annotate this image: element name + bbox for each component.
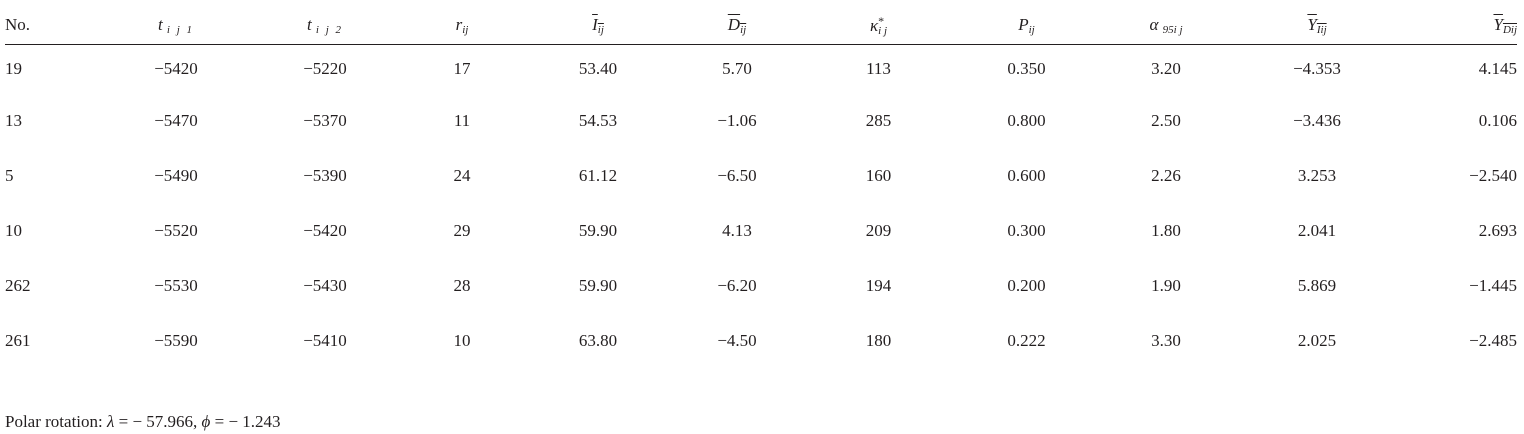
cell-p-ij: 0.350 (1007, 59, 1046, 78)
cell-d-ij-mean: 4.13 (722, 220, 752, 240)
cell-y-iij-mean: 3.253 (1297, 165, 1337, 185)
cell-no: 262 (5, 275, 31, 295)
cell-i-ij-mean: 59.90 (578, 275, 618, 295)
cell-p-ij: 0.222 (1007, 330, 1046, 350)
table-row (5, 258, 1517, 313)
table-row (5, 45, 1517, 94)
cell-r-ij: 24 (453, 165, 471, 185)
cell-y-iij-mean: 2.041 (1297, 220, 1337, 240)
cell-i-ij-mean: 53.40 (578, 59, 618, 78)
cell-kappa-ij: 113 (866, 59, 891, 78)
data-table (5, 6, 1517, 368)
cell-p-ij: 0.200 (1007, 275, 1046, 295)
table-row (5, 93, 1517, 148)
cell-y-iij-mean: 2.025 (1297, 330, 1337, 350)
cell-p-ij: 0.800 (1007, 110, 1046, 130)
table-row (5, 148, 1517, 203)
header-row (5, 6, 1517, 45)
polar-rotation-note: Polar rotation: λ = − 57.966, ϕ = − 1.243 (5, 412, 281, 431)
cell-t-ij2: −5390 (303, 165, 347, 185)
cell-t-ij1: −5420 (154, 59, 198, 78)
cell-y-dij-mean: 0.106 (1478, 110, 1517, 130)
cell-t-ij1: −5470 (154, 110, 198, 130)
cell-p-ij: 0.600 (1007, 165, 1046, 185)
cell-kappa-ij: 160 (865, 165, 892, 185)
cell-d-ij-mean: −6.20 (717, 275, 757, 295)
cell-y-dij-mean: −2.485 (1469, 330, 1517, 350)
header-i-ij-mean: $I_{ij}$ (529, 6, 667, 45)
cell-r-ij: 29 (453, 220, 471, 240)
cell-d-ij-mean: 5.70 (722, 59, 752, 78)
header-r-ij: $r_{ij}$ (395, 6, 529, 45)
cell-no: 10 (5, 220, 22, 240)
cell-y-iij-mean: −4.353 (1293, 59, 1341, 78)
cell-kappa-ij: 209 (865, 220, 892, 240)
cell-alpha95-ij: 1.80 (1151, 220, 1181, 240)
cell-d-ij-mean: −4.50 (717, 330, 757, 350)
table-header (5, 6, 1517, 45)
cell-t-ij1: −5490 (154, 165, 198, 185)
cell-kappa-ij: 194 (865, 275, 892, 295)
cell-y-iij-mean: −3.436 (1293, 110, 1341, 130)
header-d-ij-mean: $D_{ij}$ (667, 6, 807, 45)
header-t-ij1: t $_{i j 1}$ (97, 6, 255, 45)
cell-y-dij-mean: 2.693 (1478, 220, 1517, 240)
cell-t-ij2: −5370 (303, 110, 347, 130)
cell-r-ij: 28 (453, 275, 471, 295)
cell-t-ij1: −5520 (154, 220, 198, 240)
cell-i-ij-mean: 61.12 (578, 165, 618, 185)
cell-p-ij: 0.300 (1007, 220, 1046, 240)
cell-d-ij-mean: −1.06 (717, 110, 757, 130)
cell-t-ij2: −5410 (303, 330, 347, 350)
cell-r-ij: 17 (453, 59, 471, 78)
cell-i-ij-mean: 59.90 (578, 220, 618, 240)
header-kappa-ij: $\kappa^*_{i j}$ (807, 6, 950, 45)
cell-i-ij-mean: 63.80 (578, 330, 618, 350)
cell-kappa-ij: 285 (865, 110, 892, 130)
header-y-dij-mean: $Y_{Dij}$ (1405, 6, 1517, 45)
cell-t-ij2: −5220 (303, 59, 347, 78)
cell-y-iij-mean: 5.869 (1297, 275, 1337, 295)
header-t-ij2: t $_{i j 2}$ (255, 6, 395, 45)
cell-t-ij1: −5530 (154, 275, 198, 295)
header-no: No. (5, 6, 97, 45)
cell-t-ij2: −5420 (303, 220, 347, 240)
header-p-ij: $P_{ij}$ (950, 6, 1103, 45)
cell-i-ij-mean: 54.53 (578, 110, 618, 130)
cell-t-ij2: −5430 (303, 275, 347, 295)
cell-alpha95-ij: 2.26 (1151, 165, 1181, 185)
cell-y-dij-mean: −1.445 (1469, 275, 1517, 295)
cell-d-ij-mean: −6.50 (717, 165, 757, 185)
cell-alpha95-ij: 2.50 (1151, 110, 1181, 130)
cell-t-ij1: −5590 (154, 330, 198, 350)
cell-no: 261 (5, 330, 31, 350)
cell-alpha95-ij: 1.90 (1151, 275, 1181, 295)
cell-kappa-ij: 180 (865, 330, 892, 350)
cell-no: 13 (5, 110, 22, 130)
cell-no: 19 (5, 59, 22, 78)
header-alpha95-ij: α $_{95i j}$ (1103, 6, 1229, 45)
cell-r-ij: 11 (453, 110, 471, 130)
table-body (5, 45, 1517, 369)
table-row (5, 313, 1517, 368)
cell-r-ij: 10 (453, 330, 471, 350)
cell-alpha95-ij: 3.20 (1151, 59, 1181, 78)
cell-y-dij-mean: −2.540 (1469, 165, 1517, 185)
header-y-iij-mean: $Y_{Iij}$ (1229, 6, 1405, 45)
cell-no: 5 (5, 165, 14, 185)
table-row (5, 203, 1517, 258)
cell-y-dij-mean: 4.145 (1478, 59, 1517, 78)
cell-alpha95-ij: 3.30 (1151, 330, 1181, 350)
